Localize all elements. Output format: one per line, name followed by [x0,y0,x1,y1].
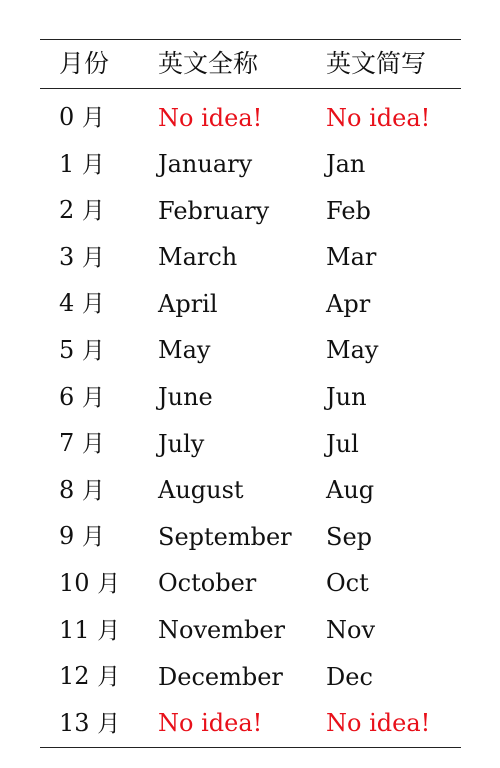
full-name-cell: July [158,429,205,458]
month-number: 2 [59,196,75,225]
month-number: 11 [59,615,90,644]
month-unit: 月 [81,105,105,131]
full-name-cell: August [158,476,244,505]
table-row [40,608,461,655]
full-name-cell: June [158,383,213,412]
table-row [40,468,461,515]
abbreviation-cell: Oct [326,569,369,598]
month-unit: 月 [81,384,105,411]
month-number: 8 [59,475,75,504]
month-cell [40,468,158,515]
month-number: 0 [59,103,75,131]
table-row [40,235,461,282]
month-unit: 月 [81,291,105,318]
full-name-cell: March [158,243,238,272]
abbreviation-cell: Jul [326,429,359,458]
abbreviation-cell: May [326,336,379,365]
full-name-cell: September [158,522,292,551]
month-cell [40,421,158,468]
month-number: 10 [59,568,90,597]
full-name-cell: April [158,289,218,318]
table-row [40,95,461,142]
month-unit: 月 [97,570,121,597]
month-cell [40,142,158,189]
full-name-cell: No idea! [158,103,263,132]
abbreviation-cell: No idea! [326,103,431,132]
full-name-cell: No idea! [158,709,263,738]
header-month: 月份 [59,49,110,78]
month-unit: 月 [97,710,121,737]
month-number: 1 [59,149,75,178]
month-cell [40,701,158,748]
table-row [40,281,461,328]
full-name-cell: February [158,196,270,225]
month-cell [40,514,158,561]
month-cell [40,235,158,282]
month-number: 3 [59,242,75,271]
month-unit: 月 [81,524,105,551]
table-row [40,142,461,189]
abbreviation-cell: No idea! [326,709,431,738]
month-cell [40,375,158,422]
month-cell [40,95,158,142]
table-row [40,188,461,235]
bottom-rule [40,747,461,748]
month-number: 7 [59,429,75,458]
abbreviation-cell: Mar [326,243,377,272]
full-name-cell: May [158,336,211,365]
month-unit: 月 [81,151,105,178]
month-table-body [40,95,461,747]
table-header [40,40,461,88]
abbreviation-cell: Apr [326,289,371,318]
month-cell [40,188,158,235]
month-number: 9 [59,522,75,551]
month-unit: 月 [81,477,105,504]
table-row [40,561,461,608]
month-number: 4 [59,289,75,318]
header-abbreviation: 英文简写 [326,49,427,78]
full-name-cell: October [158,569,257,598]
abbreviation-cell: Jan [326,150,366,179]
table-row [40,514,461,561]
table-row [40,654,461,701]
abbreviation-cell: Aug [326,476,375,505]
month-unit: 月 [81,198,105,225]
full-name-cell: January [158,150,253,179]
month-unit: 月 [81,337,105,364]
abbreviation-cell: Jun [326,383,367,412]
table-body [40,95,461,747]
month-unit: 月 [97,617,121,644]
month-cell [40,654,158,701]
month-table [40,39,461,748]
abbreviation-cell: Nov [326,616,376,645]
month-cell [40,561,158,608]
month-name-table [40,40,461,88]
month-number: 13 [59,708,90,737]
month-number: 12 [59,662,90,691]
month-cell [40,328,158,375]
full-name-cell: November [158,616,286,645]
month-unit: 月 [81,244,105,271]
table-row [40,701,461,748]
month-cell [40,281,158,328]
table-row [40,328,461,375]
abbreviation-cell: Feb [326,196,371,225]
month-unit: 月 [97,664,121,691]
month-cell [40,608,158,655]
month-unit: 月 [81,431,105,458]
table-row [40,421,461,468]
header-full-name: 英文全称 [158,49,259,78]
month-number: 5 [59,335,75,364]
abbreviation-cell: Sep [326,522,373,551]
full-name-cell: December [158,662,283,691]
abbreviation-cell: Dec [326,662,373,691]
header-row [40,40,461,88]
month-number: 6 [59,382,75,411]
table-row [40,375,461,422]
